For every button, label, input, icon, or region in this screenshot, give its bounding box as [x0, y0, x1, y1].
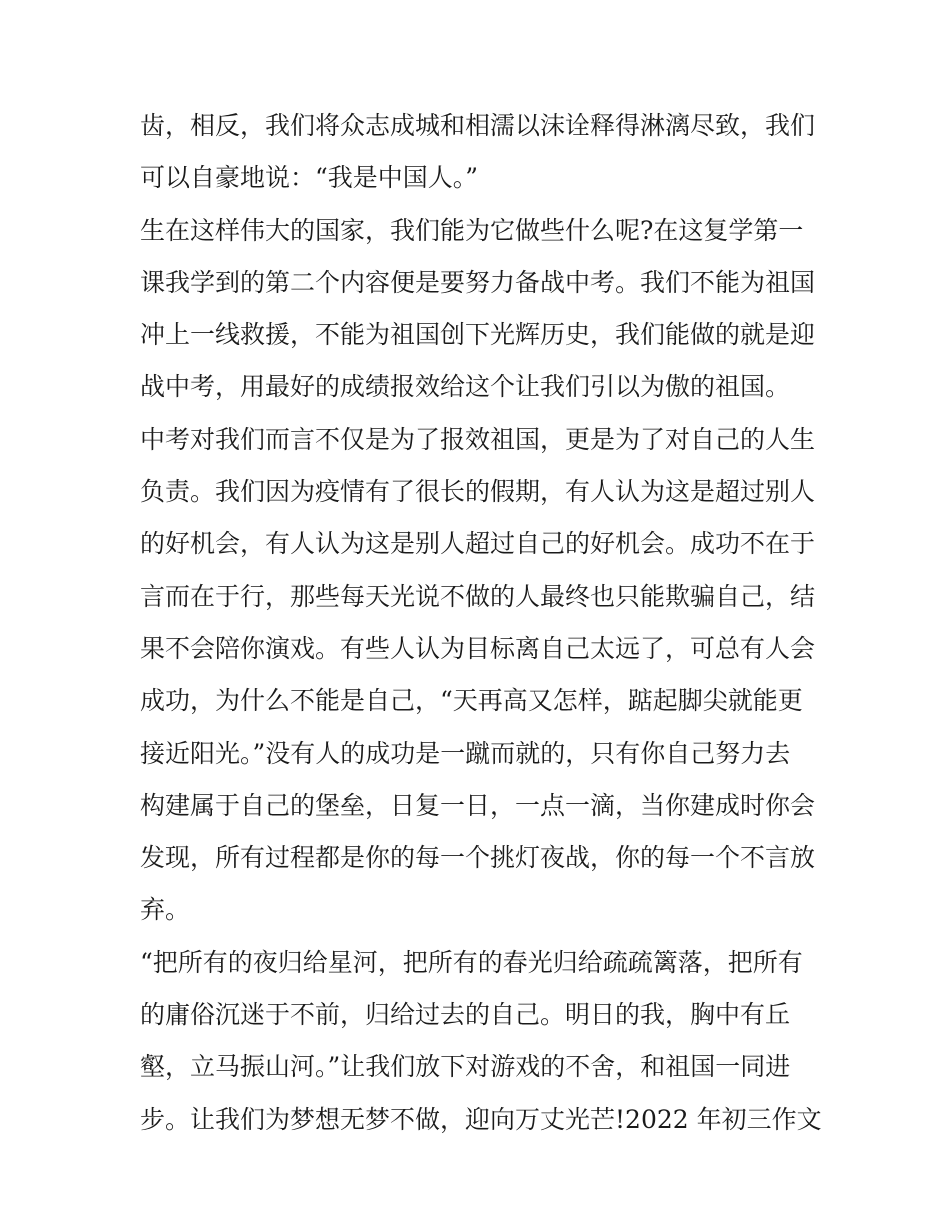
text-line-15: 发现，所有过程都是你的每一个挑灯夜战，你的每一个不言放 — [140, 843, 816, 873]
text-line-13: 接近阳光。”没有人的成功是一蹴而就的，只有你自己努力去 — [140, 738, 791, 768]
essay-body — [140, 100, 820, 1146]
text-line-16: 弃。 — [140, 895, 191, 925]
text-line-1: 齿，相反，我们将众志成城和相濡以沫诠释得淋漓尽致，我们 — [140, 111, 816, 140]
text-line-6: 战中考，用最好的成绩报效给这个让我们引以为傲的祖国。 — [140, 372, 791, 402]
text-line-11: 果不会陪你演戏。有些人认为目标离自己太远了，可总有人会 — [140, 633, 816, 663]
text-line-19: 壑，立马振山河。”让我们放下对游戏的不舍，和祖国一同进 — [140, 1052, 791, 1082]
text-line-14: 构建属于自己的堡垒，日复一日，一点一滴，当你建成时你会 — [140, 790, 816, 820]
text-line-17: “把所有的夜归给星河，把所有的春光归给疏疏篱落，把所有 — [140, 947, 803, 977]
text-line-8: 负责。我们因为疫情有了很长的假期，有人认为这是超过别人 — [140, 477, 816, 507]
text-line-3: 生在这样伟大的国家，我们能为它做些什么呢?在这复学第一 — [140, 215, 804, 245]
text-line-9: 的好机会，有人认为这是别人超过自己的好机会。成功不在于 — [140, 529, 816, 559]
text-line-4: 课我学到的第二个内容便是要努力备战中考。我们不能为祖国 — [140, 267, 816, 297]
text-line-10: 言而在于行，那些每天光说不做的人最终也只能欺骗自己，结 — [140, 581, 816, 611]
text-line-12: 成功，为什么不能是自己，“天再高又怎样，踮起脚尖就能更 — [140, 686, 803, 716]
text-line-18: 的庸俗沉迷于不前，归给过去的自己。明日的我，胸中有丘 — [140, 1000, 791, 1030]
text-line-7: 中考对我们而言不仅是为了报效祖国，更是为了对自己的人生 — [140, 424, 816, 454]
text-line-2: 可以自豪地说：“我是中国人。” — [140, 163, 479, 193]
text-line-5: 冲上一线救援，不能为祖国创下光辉历史，我们能做的就是迎 — [140, 320, 816, 350]
text-line-20: 步。让我们为梦想无梦不做，迎向万丈光芒!2022 年初三作文 — [140, 1104, 822, 1134]
